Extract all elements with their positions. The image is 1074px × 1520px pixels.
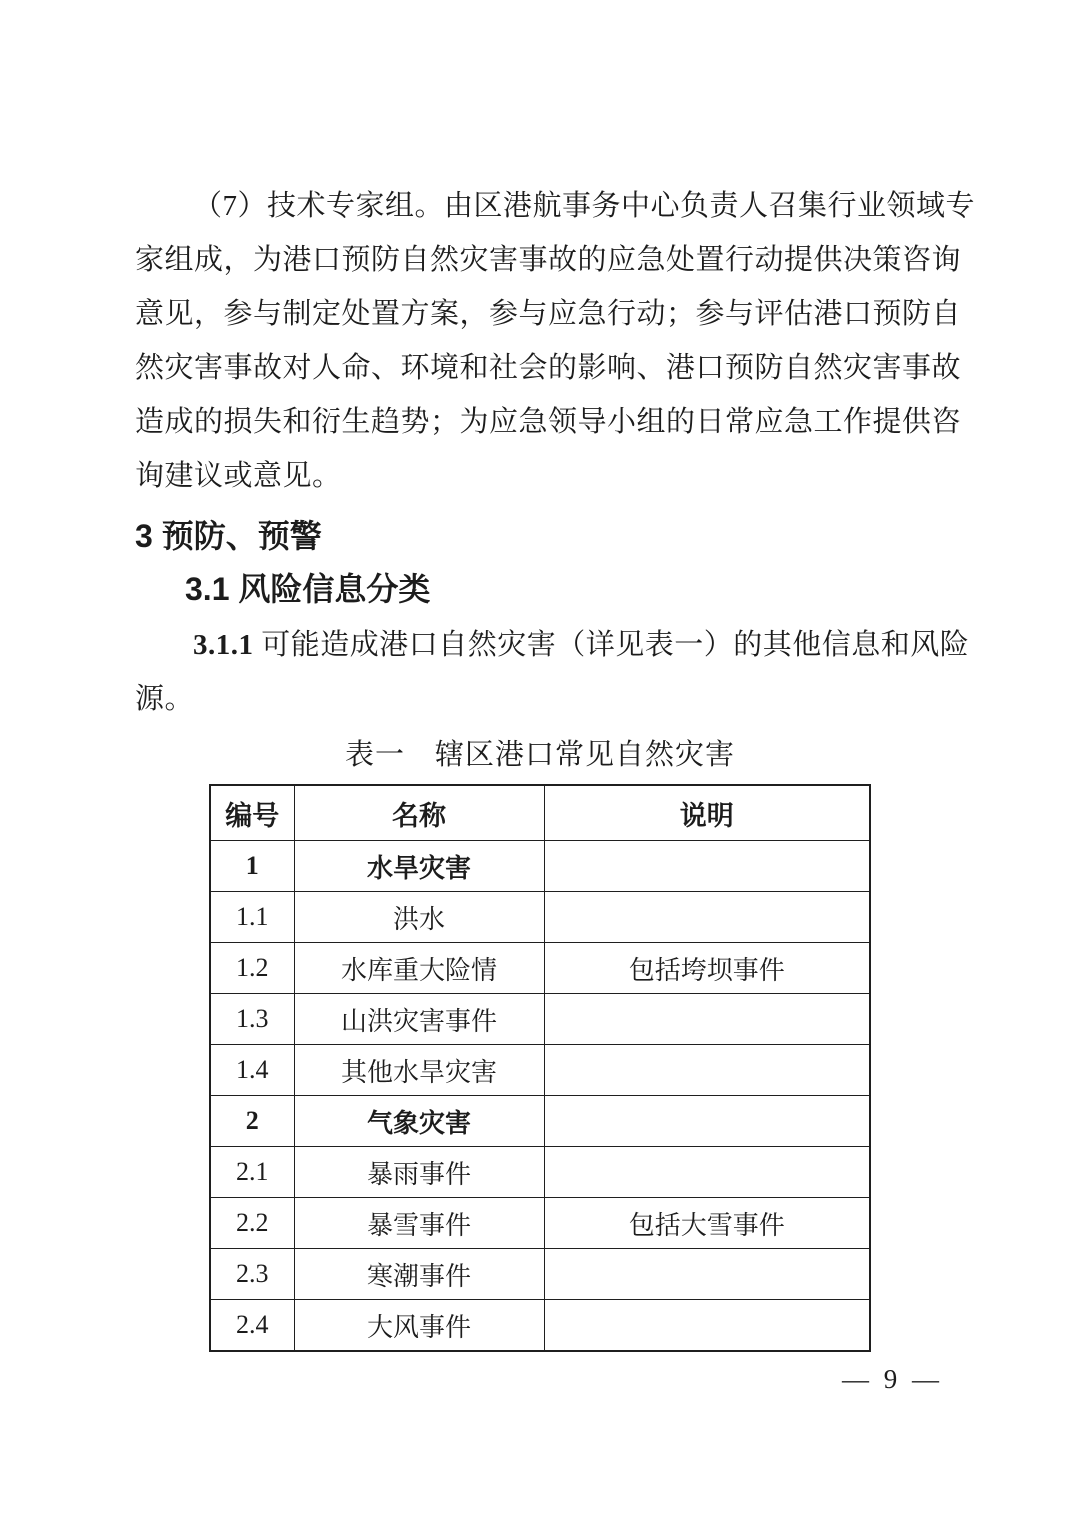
cell-note [544, 841, 870, 892]
cell-id: 1.4 [210, 1045, 294, 1096]
text-line: 询建议或意见。 [135, 460, 342, 492]
table-header [210, 785, 870, 841]
table-row [210, 1249, 870, 1300]
cell-name: 大风事件 [294, 1300, 544, 1352]
text-line: 源。 [135, 683, 195, 715]
clause-number: 3.1.1 [193, 629, 254, 661]
cell-name: 水库重大险情 [294, 943, 544, 994]
cell-note [544, 1300, 870, 1352]
table-row [210, 1096, 870, 1147]
column-header-id: 编号 [210, 785, 294, 841]
table-row [210, 994, 870, 1045]
table-row [210, 841, 870, 892]
table-row [210, 1198, 870, 1249]
cell-note [544, 1147, 870, 1198]
cell-name: 暴雨事件 [294, 1147, 544, 1198]
column-header-note: 说明 [544, 785, 870, 841]
clause-text: 可能造成港口自然灾害（详见表一）的其他信息和风险 [253, 629, 970, 661]
table-row [210, 1147, 870, 1198]
cell-id: 2.4 [210, 1300, 294, 1352]
cell-note [544, 892, 870, 943]
cell-note [544, 1096, 870, 1147]
cell-id: 1.2 [210, 943, 294, 994]
cell-id: 1 [210, 841, 294, 892]
table-row [210, 892, 870, 943]
cell-note [544, 1249, 870, 1300]
cell-name: 水旱灾害 [294, 841, 544, 892]
cell-note: 包括大雪事件 [544, 1198, 870, 1249]
cell-note [544, 1045, 870, 1096]
table-row [210, 1045, 870, 1096]
cell-name: 暴雪事件 [294, 1198, 544, 1249]
cell-name: 气象灾害 [294, 1096, 544, 1147]
section-heading-3: 3 预防、预警 [135, 518, 322, 554]
cell-id: 1.1 [210, 892, 294, 943]
table-row [210, 943, 870, 994]
subsection-heading-3-1: 3.1 风险信息分类 [185, 571, 431, 607]
table-caption: 表一 辖区港口常见自然灾害 [344, 739, 735, 771]
text-line: 意见，参与制定处置方案，参与应急行动；参与评估港口预防自 [135, 298, 962, 330]
cell-name: 寒潮事件 [294, 1249, 544, 1300]
cell-id: 2.3 [210, 1249, 294, 1300]
table-header-row [210, 785, 870, 841]
text-line [135, 618, 970, 672]
cell-name: 山洪灾害事件 [294, 994, 544, 1045]
cell-note: 包括垮坝事件 [544, 943, 870, 994]
cell-id: 1.3 [210, 994, 294, 1045]
page-number: — 9 — [842, 1364, 943, 1394]
paragraph-7 [135, 179, 976, 503]
text-line: 造成的损失和衍生趋势；为应急领导小组的日常应急工作提供咨 [135, 406, 962, 438]
cell-id: 2.1 [210, 1147, 294, 1198]
text-line: （7）技术专家组。由区港航事务中心负责人召集行业领域专 [193, 190, 976, 222]
cell-name: 其他水旱灾害 [294, 1045, 544, 1096]
cell-id: 2.2 [210, 1198, 294, 1249]
cell-id: 2 [210, 1096, 294, 1147]
cell-note [544, 994, 870, 1045]
text-line: 然灾害事故对人命、环境和社会的影响、港口预防自然灾害事故 [135, 352, 962, 384]
cell-name: 洪水 [294, 892, 544, 943]
column-header-name: 名称 [294, 785, 544, 841]
table-body [210, 841, 870, 1352]
disaster-table [209, 784, 871, 1352]
table-row [210, 1300, 870, 1352]
text-line: 家组成，为港口预防自然灾害事故的应急处置行动提供决策咨询 [135, 244, 962, 276]
paragraph-3-1-1 [135, 618, 970, 726]
